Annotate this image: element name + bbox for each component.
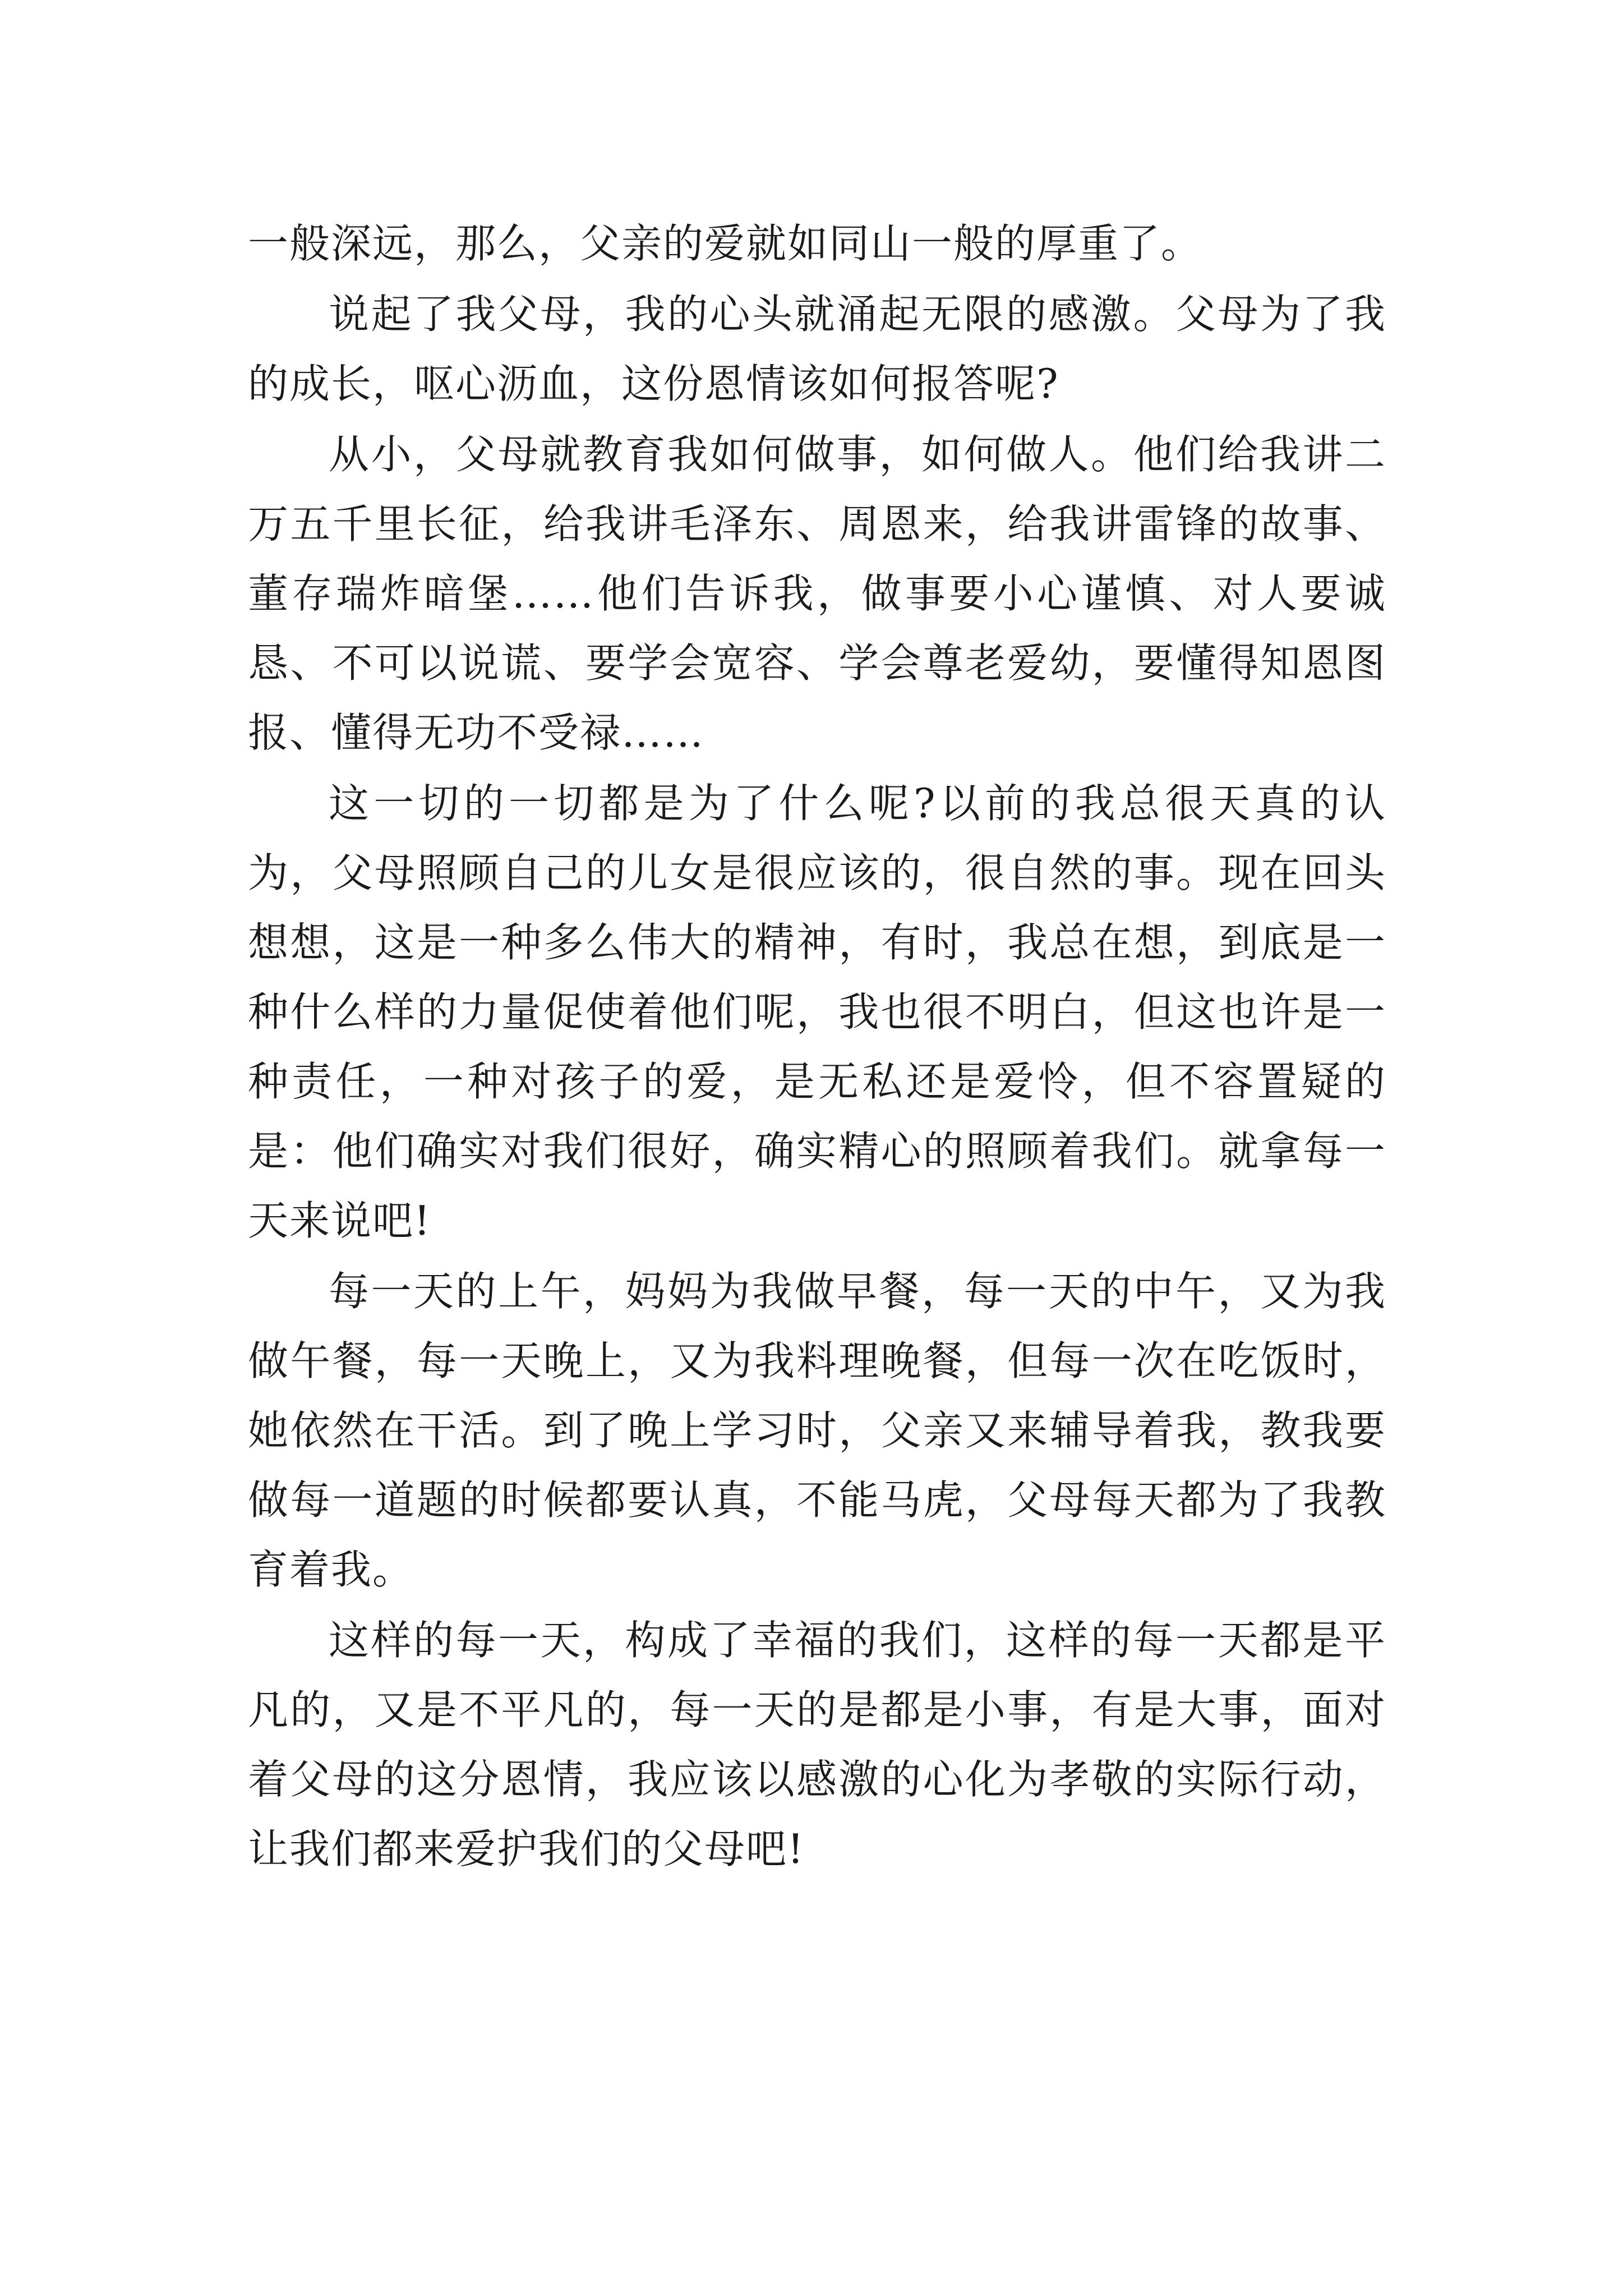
paragraph-5: 每一天的上午，妈妈为我做早餐，每一天的中午，又为我做午餐，每一天晚上，又为我料理晚餐，但每一次在吃饭时，她依然在干活。到了晚上学习时，父亲又来辅导着我，教我要做每一道题的时候都要认真，不能马虎，父母每天都为了我教育着我。	[248, 1268, 1386, 1593]
paragraph-1: 一般深远，那么，父亲的爱就如同山一般的厚重了。	[248, 220, 1203, 267]
essay-body	[248, 209, 1386, 1885]
paragraph-3: 从小，父母就教育我如何做事，如何做人。他们给我讲二万五千里长征，给我讲毛泽东、周恩来，给我讲雷锋的故事、董存瑞炸暗堡……他们告诉我，做事要小心谨慎、对人要诚恳、不可以说谎、要学会宽容、学会尊老爱幼，要懂得知恩图报、懂得无功不受禄……	[248, 431, 1386, 756]
paragraph-2: 说起了我父母，我的心头就涌起无限的感激。父母为了我的成长，呕心沥血，这份恩情该如何报答呢?	[248, 291, 1386, 407]
paragraph-6: 这样的每一天，构成了幸福的我们，这样的每一天都是平凡的，又是不平凡的，每一天的是都是小事，有是大事，面对着父母的这分恩情，我应该以感激的心化为孝敬的实际行动，让我们都来爱护我们的父母吧!	[248, 1617, 1386, 1872]
paragraph-4: 这一切的一切都是为了什么呢?以前的我总很天真的认为，父母照顾自己的儿女是很应该的，很自然的事。现在回头想想，这是一种多么伟大的精神，有时，我总在想，到底是一种什么样的力量促使着他们呢，我也很不明白，但这也许是一种责任，一种对孩子的爱，是无私还是爱怜，但不容置疑的是：他们确实对我们很好，确实精心的照顾着我们。就拿每一天来说吧!	[248, 780, 1386, 1244]
